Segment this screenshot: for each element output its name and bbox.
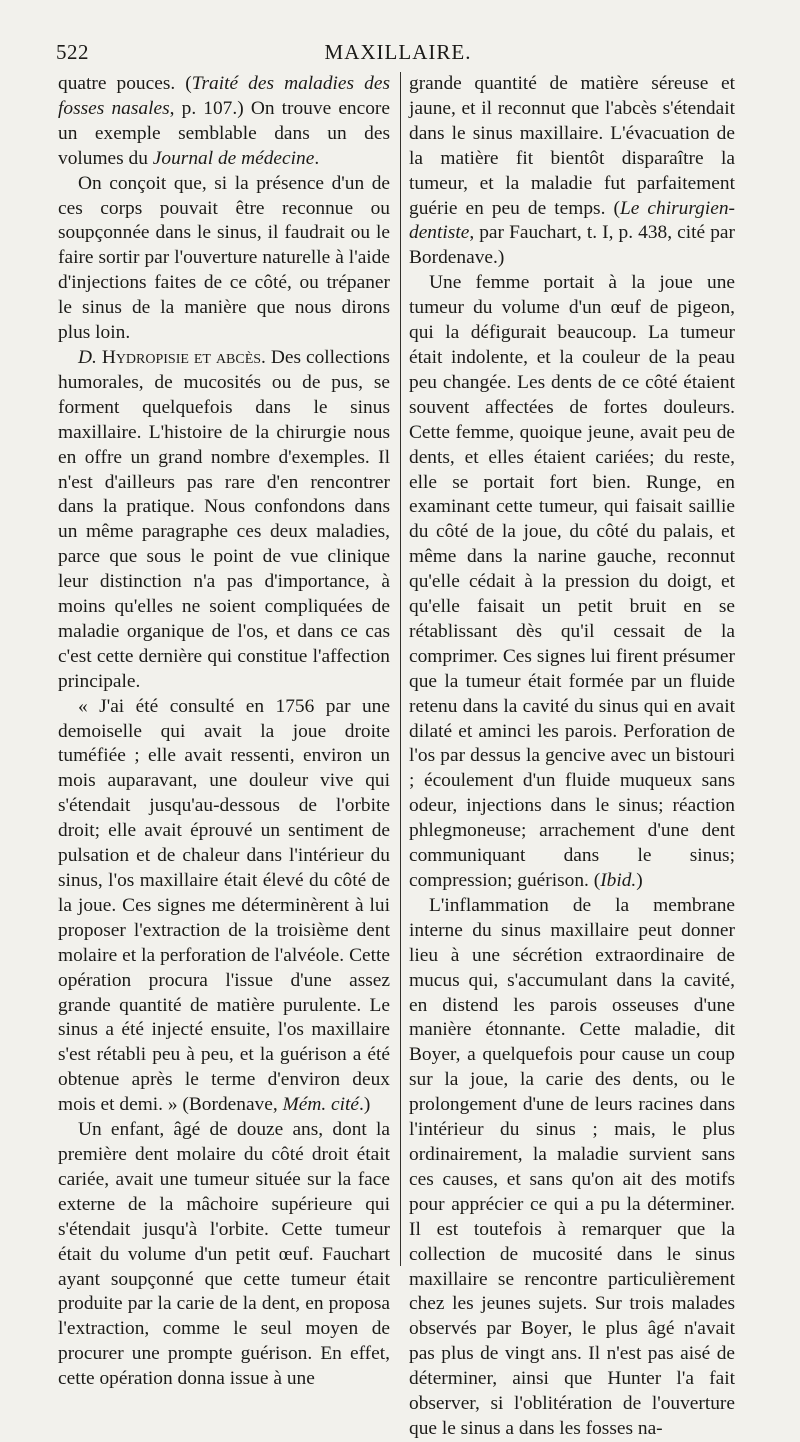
section-paragraph: D. Hydropisie et abcès. Des collections humorales, de mucosités ou de pus, se forment quelquefois dans le sinus maxillaire. L'histoire de la chirurgie nous en offre un grand nombre d'exemples. Il n'est d'ailleurs pas rare d'en rencontrer dans la pratique. Nous confondons dans un même paragraphe ces deux maladies, parce que sous le point de vue clinique leur distinction n'a pas d'importance, à moins qu'elles ne soient compliquées de maladie organique de l'os, et dans ce cas c'est cette dernière qui constitue l'affection principale. [58,346,390,692]
paragraph: Un enfant, âgé de douze ans, dont la première dent molaire du côté droit était cariée, avait une tumeur située sur la face externe de la mâchoire supérieure qui s'étendait jusqu'à l'orbite. Cette tumeur était du volume d'un petit œuf. Fauchart ayant soupçonné que cette tumeur était produite par la carie de la dent, en proposa l'extraction, comme le seul moyen de procurer une prompte guérison. En effet, cette opération donna issue à une [58,1119,390,1390]
running-header [56,40,740,70]
right-column [409,72,735,1442]
paragraph: grande quantité de matière séreuse et jaune, et il reconnut que l'abcès s'étendait dans le sinus maxillaire. L'évacuation de la matière fit bientôt disparaître la tumeur, et la maladie fut parfaitement guérie en peu de temps. (Le chirurgien-dentiste, par Fauchart, t. I, p. 438, cité par Bordenave.) [409,73,735,269]
page-number: 522 [56,40,89,64]
paragraph: Une femme portait à la joue une tumeur du volume d'un œuf de pigeon, qui la défigurait beaucoup. La tumeur était indolente, et la couleur de la peau peu changée. Les dents de ce côté étaient souvent affectées de fortes douleurs. Cette femme, quoique jeune, avait peu de dents, et elles étaient cariées; du reste, elle se portait fort bien. Runge, en examinant cette tumeur, qui faisait saillie du côté de la joue, du côté du palais, et même dans la narine gauche, reconnut qu'elle cédait à la pression du doigt, et qu'elle faisait un petit bruit en se rétablissant dès qu'il cessait de la comprimer. Ces signes lui firent présumer que la tumeur était formée par un fluide retenu dans la cavité du sinus qui en avait dilaté et aminci les parois. Perforation de l'os par dessus la gencive avec un bistouri ; écoulement d'un fluide muqueux sans odeur, injections dans le sinus; réaction phlegmoneuse; arrachement d'une dent communiquant dans le sinus; compression; guérison. (Ibid.) [409,272,735,891]
quotation-paragraph: « J'ai été consulté en 1756 par une demoiselle qui avait la joue droite tuméfiée ; elle avait ressenti, environ un mois auparavant, une douleur vive qui s'étendait jusqu'au-dessous de l'orbite droit; elle avait éprouvé un sentiment de pulsation et de chaleur dans l'intérieur du sinus, l'os maxillaire était élevé du côté de la joue. Ces signes me déterminèrent à lui proposer l'extraction de la troisième dent molaire et la perforation de l'alvéole. Cette opération procura l'issue d'une assez grande quantité de matière purulente. Le sinus a été injecté ensuite, l'os maxillaire s'est rétabli peu à peu, et la guérison a été obtenue après le terme d'environ deux mois et demi. » (Bordenave, Mém. cité.) [58,695,390,1116]
paragraph: On conçoit que, si la présence d'un de ces corps pouvait être reconnue ou soupçonnée dans le sinus, il faudrait ou le faire sortir par l'ouverture naturelle à l'aide d'injections faites de ce côté, ou trépaner le sinus de la manière que nous dirons plus loin. [58,172,390,344]
section-letter: D. [78,346,97,368]
running-title: MAXILLAIRE. [324,40,472,64]
paragraph: L'inflammation de la membrane interne du sinus maxillaire peut donner lieu à une sécrétion extraordinaire de mucus qui, s'accumulant dans la cavité, en distend les parois osseuses d'une manière étonnante. Cette maladie, dit Boyer, a quelquefois pour cause un coup sur la joue, la carie des dents, ou le prolongement d'une de leurs racines dans l'intérieur du sinus ; mais, le plus ordinairement, la maladie survient sans ces causes, et sans qu'on ait des motifs pour apprécier ce qui a pu la déterminer. Il est toutefois à remarquer que la collection de mucosité dans le sinus maxillaire se rencontre particulièrement chez les jeunes sujets. Sur trois malades observés par Boyer, le plus âgé n'avait pas plus de vingt ans. Il n'est pas aisé de déterminer, ainsi que Hunter l'a fait observer, si l'oblitération de l'ouverture que le sinus a dans les fosses na- [409,894,735,1439]
paragraph: quatre pouces. (Traité des maladies des fosses nasales, p. 107.) On trouve encore un exemple semblable dans un des volumes du Journal de médecine. [58,73,391,169]
left-column [58,72,390,1392]
column-divider [400,72,401,1266]
section-heading: Hydropisie et abcès. [101,346,266,368]
